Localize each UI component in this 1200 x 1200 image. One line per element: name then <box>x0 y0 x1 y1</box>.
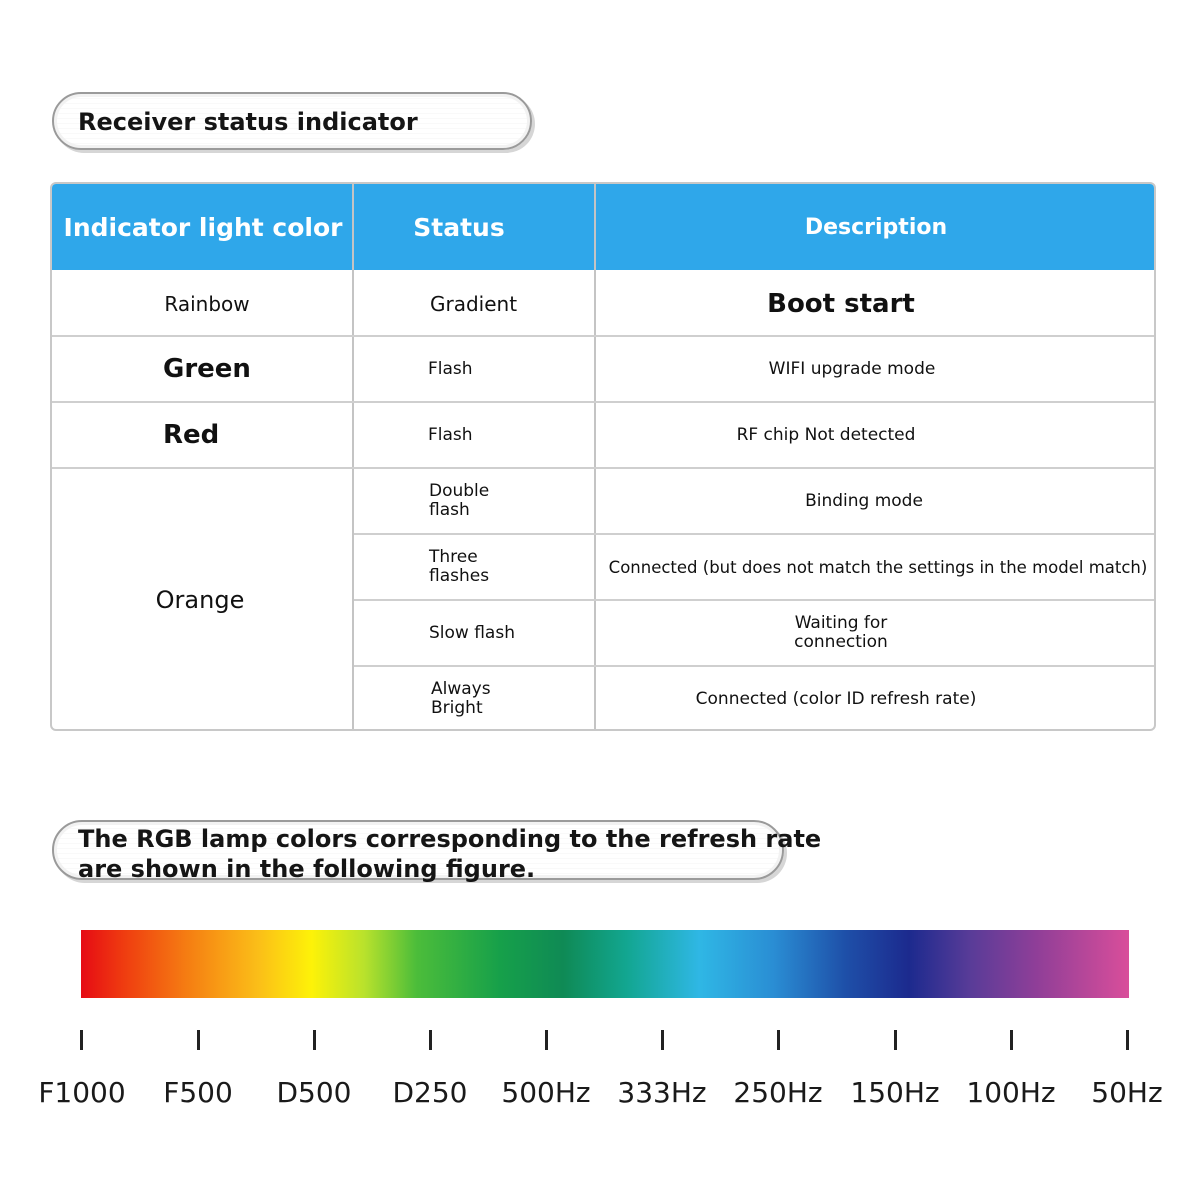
table-row-status: Flash <box>428 424 473 445</box>
scale-label: F1000 <box>38 1076 126 1109</box>
table-row-status: Flash <box>428 358 473 379</box>
table-row-description: Connected (but does not match the settings in the model match) <box>608 557 1148 577</box>
scale-tick <box>197 1030 200 1050</box>
scale-label: 50Hz <box>1091 1076 1163 1109</box>
table-row-color: Rainbow <box>164 291 250 316</box>
header-description: Description <box>804 214 948 240</box>
scale-tick <box>894 1030 897 1050</box>
table-row-description: Binding mode <box>805 490 923 511</box>
section-title: Receiver status indicator <box>78 108 418 136</box>
table-row-status: Double flash <box>429 481 490 520</box>
header-status: Status <box>413 212 505 242</box>
table-row-description: WIFI upgrade mode <box>768 358 936 379</box>
scale-tick <box>1126 1030 1129 1050</box>
scale-label: 500Hz <box>501 1076 591 1109</box>
scale-tick <box>661 1030 664 1050</box>
table-row-description: Waiting for connection <box>794 613 888 652</box>
scale-tick <box>1010 1030 1013 1050</box>
table-row-status: Always Bright <box>431 679 491 718</box>
table-row-status: Gradient <box>430 291 518 316</box>
table-row-status: Three flashes <box>429 547 490 586</box>
scale-tick <box>429 1030 432 1050</box>
table-row-status: Slow flash <box>429 622 515 643</box>
table-row-description: RF chip Not detected <box>736 424 916 445</box>
table-row-color: Red <box>163 420 220 450</box>
section-title-pill <box>52 92 532 150</box>
scale-label: 150Hz <box>850 1076 940 1109</box>
scale-label: 333Hz <box>617 1076 707 1109</box>
scale-label: D500 <box>276 1076 352 1109</box>
scale-tick <box>545 1030 548 1050</box>
scale-label: F500 <box>163 1076 233 1109</box>
scale-tick <box>80 1030 83 1050</box>
rgb-spectrum-bar <box>81 930 1129 998</box>
scale-tick <box>777 1030 780 1050</box>
table-row-color-orange: Orange <box>155 586 245 614</box>
section-title-pill <box>52 820 822 883</box>
header-indicator-color: Indicator light color <box>63 212 343 242</box>
table-row-description: Connected (color ID refresh rate) <box>695 688 977 709</box>
table-row-color: Green <box>163 354 251 384</box>
section-title: The RGB lamp colors corresponding to the refresh rate are shown in the following figure. <box>78 825 822 883</box>
scale-tick <box>313 1030 316 1050</box>
scale-label: 250Hz <box>733 1076 823 1109</box>
scale-label: 100Hz <box>966 1076 1056 1109</box>
table-row-description: Boot start <box>767 288 915 319</box>
scale-label: D250 <box>392 1076 468 1109</box>
status-table <box>50 182 1156 731</box>
